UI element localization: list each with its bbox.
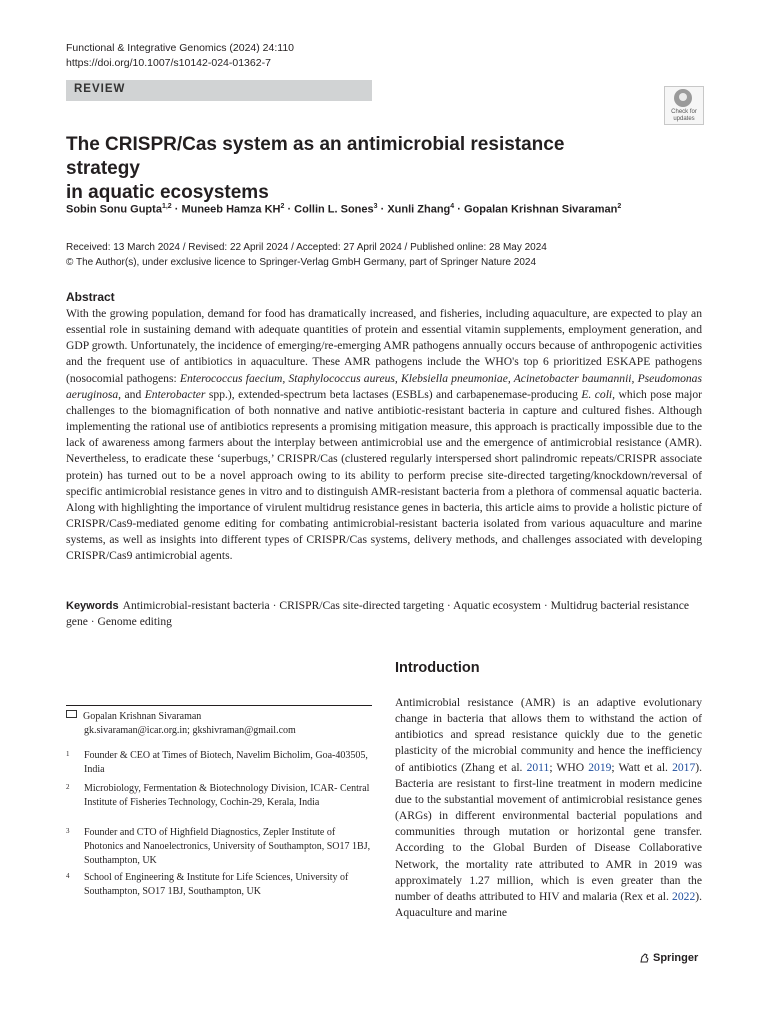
citation-link[interactable]: 2011 [526,760,550,774]
title-line-1: The CRISPR/Cas system as an antimicrobial resistance strategy [66,134,565,179]
abstract-heading: Abstract [66,290,115,304]
affiliation-number: 1 [66,750,70,758]
intro-text: ; WHO [549,760,589,774]
citation-link[interactable]: 2019 [588,760,612,774]
abstract-text-3: spp.), extended-spectrum beta lactases (ESBLs) and carbapenemase-producing [205,387,582,401]
publisher-logo: Springer [653,952,699,964]
envelope-icon [66,710,77,718]
abstract-italic-1: Enterococcus faecium, Staphylococcus aureus, Klebsiella pneumoniae, Acinetobacter baumannii, Pseudomonas aeruginosa [66,371,702,401]
correspondence [66,710,372,738]
intro-text: ; Watt et al. [611,760,673,774]
check-for-updates-badge[interactable] [664,86,704,125]
abstract-italic-2: Enterobacter [144,387,206,401]
keywords [66,598,702,630]
article-title [66,133,626,205]
author-4[interactable]: Xunli Zhang [387,203,451,216]
intro-text: ). Bacteria are resistant to first-line treatment in modern medicine due to the substantial movement of antimicrobial resistance genes (ARGs) in different environmental bacterial populations and communities through mutation or horizontal gene transfer. According to the Global Burden of Disease Collaborative Network, the mortality rate attributed to AMR in 2019 was approximately 1.27 million, which is even greater than the number of deaths attributed to HIV and malaria (Rex et al. [395,760,703,903]
introduction-body [395,695,702,921]
author-affiliation-marker: 3 [373,203,378,210]
check-updates-line2: updates [673,116,695,122]
doi-link[interactable]: https://doi.org/10.1007/s10142-024-01362-7 [66,57,271,69]
abstract-text-1: With the growing population, demand for food has dramatically increased, and fisheries, including aquaculture, are expected to play an essential role in sustaining demand with adequate quantities of protein and essential vitamin supplements, employment generation, and GDP growth. Unfortunately, the incidence of emerging/re-emerging AMR pathogens annually occurs because of anthropogenic activities and the frequent use of antibiotics in aquaculture. These AMR pathogens include the WHO's top 6 prioritized ESKAPE pathogens (nosocomial pathogens: [66,307,702,385]
author-1[interactable]: Sobin Sonu Gupta [66,203,162,216]
author-affiliation-marker: 2 [617,203,622,210]
corresponding-author: Gopalan Krishnan Sivaraman [83,711,202,722]
author-separator: · [454,203,464,216]
check-updates-text [665,109,703,123]
author-5[interactable]: Gopalan Krishnan Sivaraman [463,203,618,216]
affiliation-text: Founder & CEO at Times of Biotech, Navelim Bicholim, Goa-403505, India [84,750,368,775]
journal-citation: Functional & Integrative Genomics (2024) 24:110 [66,42,295,54]
check-updates-line1: Check for [671,109,697,115]
author-list [66,203,706,216]
author-3[interactable]: Collin L. Sones [294,203,374,216]
footnote-divider [66,705,372,706]
affiliation-number: 2 [66,783,70,791]
title-line-2: in aquatic ecosystems [66,182,269,203]
abstract-text-2: , and [118,387,145,401]
abstract-text-4: , which pose major challenges to the biomagnification of both nonnative and native antibiotic-resistant bacteria in capture and cultured fishes. Although implementing the rational use of antibiotics represents a promising mitigation measure, this approach is practically impossible due to the lack of awareness among farmers about the interplay between antimicrobial use and the emergence of antimicrobial resistance (AMR). Nevertheless, to eradicate these ‘superbugs,’ CRISPR/Cas (clustered regularly interspersed short palindromic repeats/CRISPR associate protein) has turned out to be a novel approach owing to its ability to perform precise site-directed targeting/knockdown/reversal of specific antimicrobial resistance genes in vitro and to distinguish AMR-resistant bacteria from a plethora of commensal aquatic bacteria. Along with highlighting the importance of virulent multidrug resistance genes in bacteria, this article aims to provide a holistic picture of CRISPR/Cas9-mediated genome editing for combating antimicrobial-resistant bacteria isolated from various aquaculture and marine systems, as well as insights into different types of CRISPR/Cas systems, delivery methods, and challenges associated with developing CRISPR/Cas9 antimicrobial agents. [66,387,702,563]
check-updates-icon-inner [679,93,687,101]
abstract-italic-3: E. coli [581,387,613,401]
affiliation-number: 4 [66,872,70,880]
intro-text: ). Aquaculture and marine [395,889,702,920]
author-separator: · [284,203,295,216]
introduction-heading: Introduction [395,660,480,676]
affiliation-text: School of Engineering & Institute for Life Sciences, University of Southampton, SO17 1BJ, Southampton, UK [84,872,349,897]
date-history: Received: 13 March 2024 / Revised: 22 April 2024 / Accepted: 27 April 2024 / Published online: 28 May 2024 [66,242,547,253]
affiliation-text: Microbiology, Fermentation & Biotechnology Division, ICAR- Central Institute of Fisheries Technology, Cochin-29, Kerala, India [84,783,370,808]
author-affiliation-marker: 2 [280,203,285,210]
corresponding-emails[interactable]: gk.sivaraman@icar.org.in; gkshivraman@gmail.com [84,725,296,736]
author-separator: · [171,203,182,216]
springer-horse-icon [639,953,650,964]
author-affiliation-marker: 4 [450,203,455,210]
citation-link[interactable]: 2017 [672,760,696,774]
citation-link[interactable]: 2022 [672,889,696,903]
intro-text: Antimicrobial resistance (AMR) is an adaptive evolutionary change in bacteria that allows them to withstand the action of antibiotics and spread resistance quickly due to the genetic plasticity of the microbial community and hence the inefficiency of antibiotics (Zhang et al. [395,696,702,774]
abstract-body [66,306,702,565]
copyright-line: © The Author(s), under exclusive licence to Springer-Verlag GmbH Germany, part of Springer Nature 2024 [66,257,536,268]
journal-header [66,41,294,71]
article-type-label: REVIEW [74,83,126,95]
keywords-heading: Keywords [66,600,119,612]
keywords-text: Antimicrobial-resistant bacteria · CRISPR/Cas site-directed targeting · Aquatic ecosystem · Multidrug bacterial resistance gene · Genome editing [66,599,690,629]
affiliation-number: 3 [66,827,70,835]
author-affiliation-marker: 1,2 [161,203,172,210]
publication-dates [66,240,706,270]
author-separator: · [377,203,388,216]
affiliation-text: Founder and CTO of Highfield Diagnostics, Zepler Institute of Photonics and Nanoelectronics, University of Southampton, SO17 1BJ, Southampton, UK [84,827,371,866]
author-2[interactable]: Muneeb Hamza KH [181,203,281,216]
